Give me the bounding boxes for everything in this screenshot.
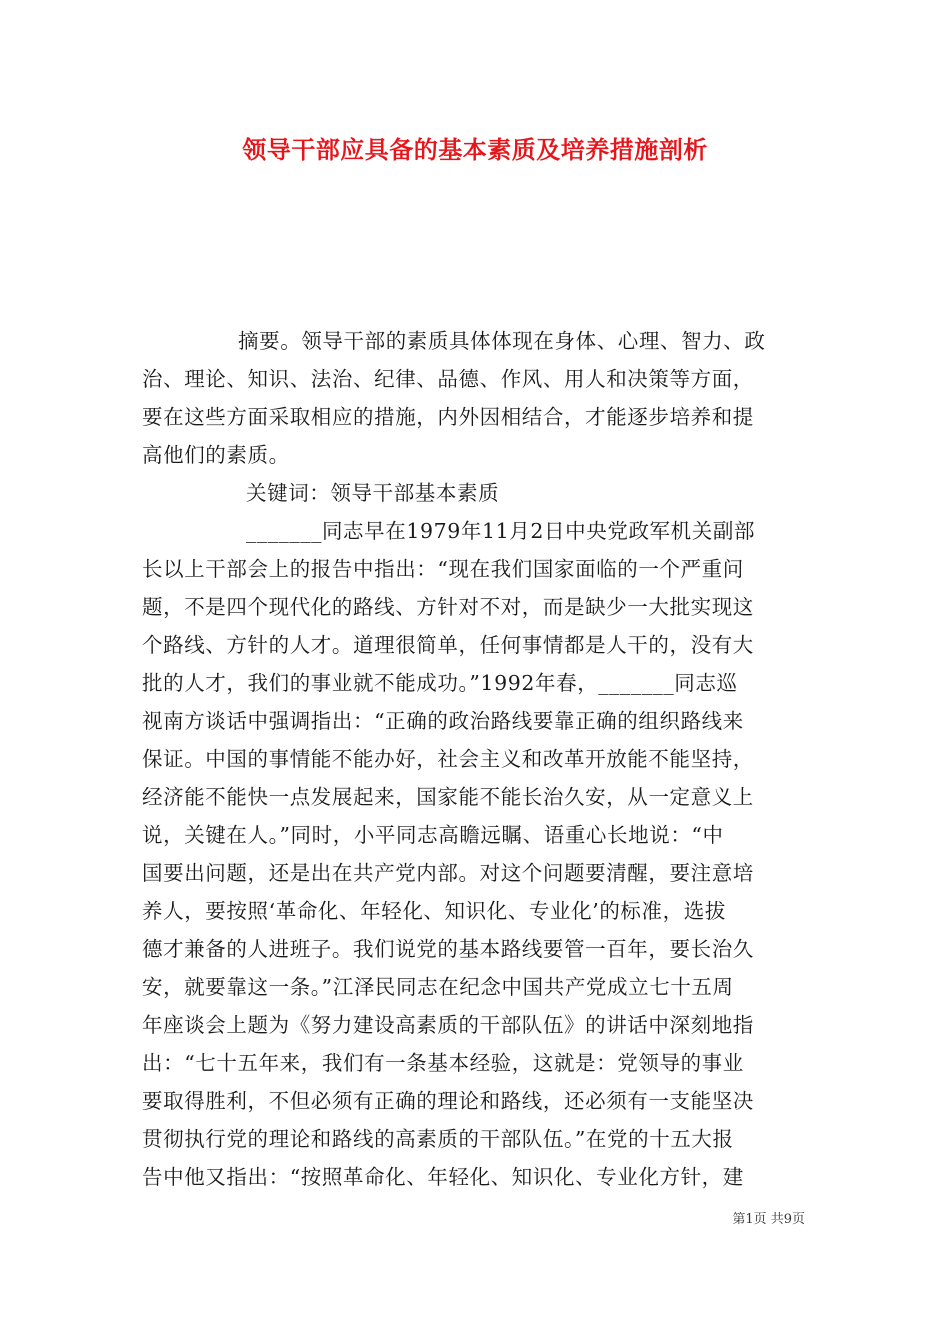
body-line: 要取得胜利，不但必须有正确的理论和路线，还必须有一支能坚决	[142, 1089, 754, 1113]
body-line: 长以上干部会上的报告中指出：“现在我们国家面临的一个严重问	[142, 557, 744, 581]
body-line: 视南方谈话中强调指出：“正确的政治路线要靠正确的组织路线来	[142, 709, 744, 733]
body-line: _______同志早在1979年11月2日中央党政军机关副部	[246, 519, 756, 543]
main-paragraph	[142, 512, 806, 1196]
body-line: 批的人才，我们的事业就不能成功。”1992年春，_______同志巡	[142, 671, 738, 695]
abstract-line: 要在这些方面采取相应的措施，内外因相结合，才能逐步培养和提	[142, 405, 754, 429]
body-line: 出：“七十五年来，我们有一条基本经验，这就是：党领导的事业	[142, 1051, 744, 1075]
body-line: 个路线、方针的人才。道理很简单，任何事情都是人干的，没有大	[142, 633, 754, 657]
body-line: 题，不是四个现代化的路线、方针对不对，而是缺少一大批实现这	[142, 595, 754, 619]
body-line: 年座谈会上题为《努力建设高素质的干部队伍》的讲话中深刻地指	[142, 1013, 754, 1037]
body-line: 养人，要按照‘革命化、年轻化、知识化、专业化’的标准，选拔	[142, 899, 726, 923]
abstract-paragraph	[142, 322, 806, 474]
body-line: 告中他又指出：“按照革命化、年轻化、知识化、专业化方针，建	[142, 1165, 744, 1189]
page-number-footer: 第1页 共9页	[732, 1212, 805, 1227]
document-title: 领导干部应具备的基本素质及培养措施剖析	[242, 135, 708, 164]
body-line: 贯彻执行党的理论和路线的高素质的干部队伍。”在党的十五大报	[142, 1127, 734, 1151]
keywords-line: 关键词：领导干部基本素质	[246, 481, 500, 505]
body-line: 国要出问题，还是出在共产党内部。对这个问题要清醒，要注意培	[142, 861, 754, 885]
body-line: 经济能不能快一点发展起来，国家能不能长治久安，从一定意义上	[142, 785, 754, 809]
body-line: 说，关键在人。”同时，小平同志高瞻远瞩、语重心长地说：“中	[142, 823, 724, 847]
body-line: 保证。中国的事情能不能办好，社会主义和改革开放能不能坚持，	[142, 747, 754, 771]
body-line: 安，就要靠这一条。”江泽民同志在纪念中国共产党成立七十五周	[142, 975, 734, 999]
body-line: 德才兼备的人进班子。我们说党的基本路线要管一百年，要长治久	[142, 937, 754, 961]
abstract-line: 高他们的素质。	[142, 443, 290, 467]
keywords-paragraph	[142, 474, 806, 512]
abstract-line: 摘要。领导干部的素质具体体现在身体、心理、智力、政	[238, 329, 766, 353]
abstract-line: 治、理论、知识、法治、纪律、品德、作风、用人和决策等方面，	[142, 367, 754, 391]
